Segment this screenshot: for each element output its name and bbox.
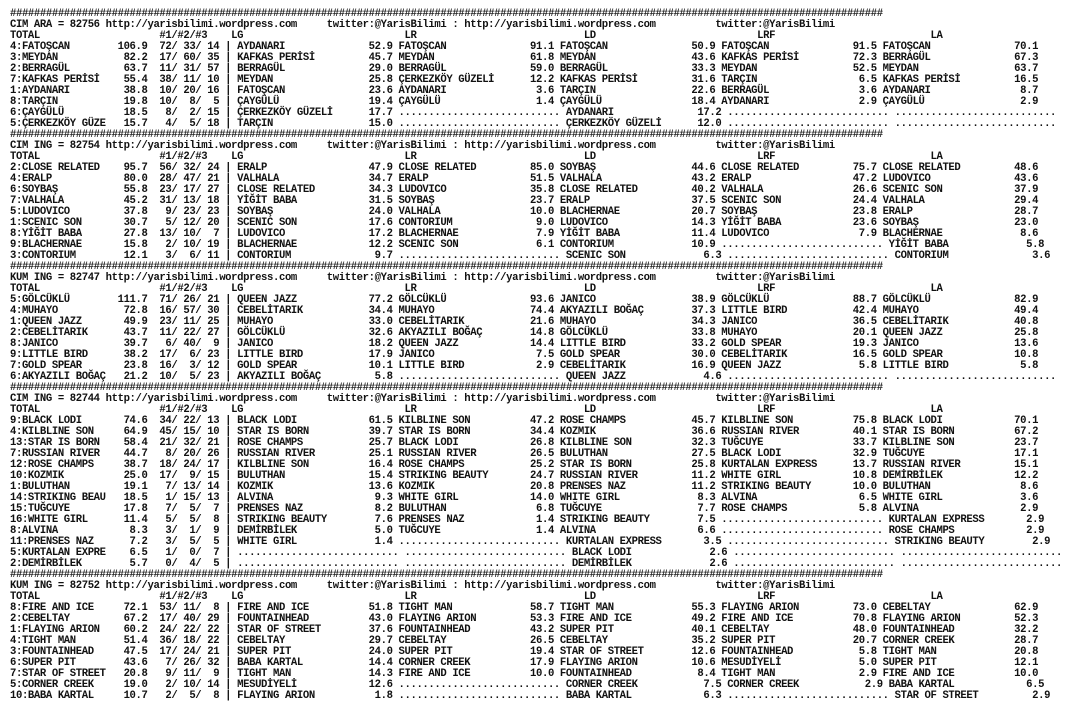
race-row: 9:BLACHERNAE 15.8 2/ 10/ 19 | BLACHERNAE 12.2 SCENIC SON 6.1 CONTORIUM 10.9 ........................... YİĞİT BABA 5.8: [10, 239, 1045, 251]
race-row: 4:FATOŞCAN 106.9 72/ 33/ 14 | AYDANARI 52.9 FATOŞCAN 91.1 FATOŞCAN 50.9 FATOŞCAN 91.5 FATOŞCAN 70.1: [10, 41, 1039, 53]
race-row: 1:FLAYING ARION 60.2 24/ 22/ 22 | STAR OF STREET 37.6 FOUNTAINHEAD 43.2 SUPER PIT 40.1 CEBELTAY 48.0 FOUNTAINHEAD 32.2: [10, 624, 1039, 636]
race-row: 10:KOZMIK 25.0 17/ 9/ 15 | BULUTHAN 15.4 STRIKING BEAUTY 24.7 RUSSIAN RIVER 11.2 WHITE GIRL 10.8 DEMİRBİLEK 12.2: [10, 470, 1039, 482]
separator-line: ##################################################################################################################################################: [10, 129, 883, 141]
separator-line: ##################################################################################################################################################: [10, 261, 883, 273]
race-row: 2:CLOSE RELATED 95.7 56/ 32/ 24 | ERALP 47.9 CLOSE RELATED 85.0 SOYBAŞ 44.6 CLOSE RELATED 75.7 CLOSE RELATED 48.6: [10, 162, 1039, 174]
race-row: 2:CEBELİTARIK 43.7 11/ 22/ 27 | GÖLCÜKLÜ 32.6 AKYAZILI BOĞAÇ 14.8 GÖLCÜKLÜ 33.8 MUHAYO 20.1 QUEEN JAZZ 25.8: [10, 327, 1039, 339]
separator-line: ##################################################################################################################################################: [10, 8, 883, 20]
race-row: 7:KAFKAS PERİSİ 55.4 38/ 11/ 10 | MEYDAN 25.8 ÇERKEZKÖY GÜZELİ 12.2 KAFKAS PERİSİ 31.6 TARÇIN 6.5 KAFKAS PERİSİ 16.5: [10, 74, 1039, 86]
race-row: 8:JANICO 39.7 6/ 40/ 9 | JANICO 18.2 QUEEN JAZZ 14.4 LITTLE BIRD 33.2 GOLD SPEAR 19.3 JANICO 13.6: [10, 338, 1039, 350]
race-row: 5:LUDOVICO 37.8 9/ 23/ 23 | SOYBAŞ 24.0 VALHALA 10.0 BLACHERNAE 20.7 SOYBAŞ 23.8 ERALP 28.7: [10, 206, 1039, 218]
race-row: 4:ERALP 80.0 28/ 47/ 21 | VALHALA 34.7 ERALP 51.5 VALHALA 43.2 ERALP 47.2 LUDOVICO 43.6: [10, 173, 1039, 185]
race-row: 9:BLACK LODI 74.6 34/ 22/ 13 | BLACK LODI 61.5 KILBLINE SON 47.2 ROSE CHAMPS 45.7 KILBLINE SON 75.8 BLACK LODI 70.1: [10, 415, 1039, 427]
race-row: 12:ROSE CHAMPS 38.7 18/ 24/ 17 | KILBLINE SON 16.4 ROSE CHAMPS 25.2 STAR IS BORN 25.8 KURTALAN EXPRESS 13.7 RUSSIAN RIVER 15.1: [10, 459, 1039, 471]
race-row: 8:TARÇIN 19.8 10/ 8/ 5 | ÇAYGÜLÜ 19.4 ÇAYGÜLÜ 1.4 ÇAYGÜLÜ 18.4 AYDANARI 2.9 ÇAYGÜLÜ 2.9: [10, 96, 1039, 108]
race-row: 1:BULUTHAN 19.1 7/ 13/ 14 | KOZMIK 13.6 KOZMIK 20.8 PRENSES NAZ 11.2 STRIKING BEAUTY 10.0 BULUTHAN 8.6: [10, 481, 1039, 493]
race-row: 7:VALHALA 45.2 31/ 13/ 18 | YİĞİT BABA 31.5 SOYBAŞ 23.7 ERALP 37.5 SCENIC SON 24.4 VALHALA 29.4: [10, 195, 1039, 207]
race-row: 4:TIGHT MAN 51.4 36/ 18/ 22 | CEBELTAY 29.7 CEBELTAY 26.5 CEBELTAY 35.2 SUPER PIT 20.7 CORNER CREEK 28.7: [10, 635, 1039, 647]
race-row: 3:FOUNTAINHEAD 47.5 17/ 24/ 21 | SUPER PIT 24.0 SUPER PIT 19.4 STAR OF STREET 12.6 FOUNTAINHEAD 5.8 TIGHT MAN 20.8: [10, 646, 1039, 658]
race-row: 4:KILBLINE SON 64.9 45/ 15/ 10 | STAR IS BORN 39.7 STAR IS BORN 34.4 KOZMIK 36.6 RUSSIAN RIVER 40.1 STAR IS BORN 67.2: [10, 426, 1039, 438]
race-row: 5:ÇERKEZKÖY GÜZE 15.7 4/ 5/ 18 | TARÇIN 15.0 ........................... ÇERKEZKÖY GÜZELİ 12.0 ........................... ...........................: [10, 118, 1057, 130]
race-row: 8:FIRE AND ICE 72.1 53/ 11/ 8 | FIRE AND ICE 51.8 TIGHT MAN 58.7 TIGHT MAN 55.3 FLAYING ARION 73.0 CEBELTAY 62.9: [10, 602, 1039, 614]
column-header-row: TOTAL #1/#2/#3 LG LR LD LRF LA: [10, 30, 943, 42]
race-row: 11:PRENSES NAZ 7.2 3/ 5/ 5 | WHITE GIRL 1.4 ........................... KURTALAN EXPRESS 3.5 ........................... STRIKING BEAUTY 2.9: [10, 536, 1051, 548]
race-row: 6:SOYBAŞ 55.8 23/ 17/ 27 | CLOSE RELATED 34.3 LUDOVICO 35.8 CLOSE RELATED 40.2 VALHALA 26.6 SCENIC SON 37.9: [10, 184, 1039, 196]
race-header: KUM ING = 82752 http://yarisbilimi.wordpress.com twitter:@YarisBilimi : http://yarisbilimi.wordpress.com twitter:@YarisBilimi: [10, 580, 835, 592]
race-row: 14:STRIKING BEAU 18.5 1/ 15/ 13 | ALVINA 9.3 WHITE GIRL 14.0 WHITE GIRL 8.3 ALVINA 6.5 WHITE GIRL 3.6: [10, 492, 1039, 504]
race-row: 5:KURTALAN EXPRE 6.5 1/ 0/ 7 | ........................... ........................... BLACK LODI 2.6 ........................... ...........................: [10, 547, 1063, 559]
race-row: 2:DEMİRBİLEK 5.7 0/ 4/ 5 | ........................... ........................... DEMİRBİLEK 2.6 ........................... ...........................: [10, 558, 1063, 570]
race-row: 15:TUĞCUYE 17.8 7/ 5/ 7 | PRENSES NAZ 8.2 BULUTHAN 6.8 TUĞCUYE 7.7 ROSE CHAMPS 5.8 ALVINA 2.9: [10, 503, 1039, 515]
race-row: 6:SUPER PIT 43.6 7/ 26/ 32 | BABA KARTAL 14.4 CORNER CREEK 17.9 FLAYING ARION 10.6 MESUDİYELİ 5.0 SUPER PIT 12.1: [10, 657, 1039, 669]
race-row: 6:ÇAYGÜLÜ 18.5 8/ 2/ 15 | ÇERKEZKÖY GÜZELİ 17.7 ........................... AYDANARI 17.2 ........................... ...........................: [10, 107, 1057, 119]
race-row: 16:WHITE GIRL 11.4 5/ 5/ 8 | STRIKING BEAUTY 7.6 PRENSES NAZ 1.4 STRIKING BEAUTY 7.5 ........................... KURTALAN EXPRESS 2.9: [10, 514, 1045, 526]
race-row: 3:CONTORIUM 12.1 3/ 6/ 11 | CONTORIUM 9.7 ........................... SCENIC SON 6.3 ........................... CONTORIUM 3.6: [10, 250, 1051, 262]
column-header-row: TOTAL #1/#2/#3 LG LR LD LRF LA: [10, 283, 943, 295]
race-row: 6:AKYAZILI BOĞAÇ 21.2 10/ 5/ 23 | AKYAZILI BOĞAÇ 5.8 ........................... QUEEN JAZZ 4.6 ........................... ...........................: [10, 371, 1057, 383]
race-row: 1:QUEEN JAZZ 49.9 23/ 11/ 25 | MUHAYO 33.0 CEBELİTARIK 21.6 MUHAYO 34.3 JANICO 36.5 CEBELİTARIK 40.8: [10, 316, 1039, 328]
race-header: CIM ARA = 82756 http://yarisbilimi.wordpress.com twitter:@YarisBilimi : http://yarisbilimi.wordpress.com twitter:@YarisBilimi: [10, 19, 835, 31]
race-row: 13:STAR IS BORN 58.4 21/ 32/ 21 | ROSE CHAMPS 25.7 BLACK LODI 26.8 KILBLINE SON 32.3 TUĞCUYE 33.7 KILBLINE SON 23.7: [10, 437, 1039, 449]
column-header-row: TOTAL #1/#2/#3 LG LR LD LRF LA: [10, 591, 943, 603]
race-row: 7:RUSSIAN RIVER 44.7 8/ 20/ 26 | RUSSIAN RIVER 25.1 RUSSIAN RIVER 26.5 BULUTHAN 27.5 BLACK LODI 32.9 TUĞCUYE 17.1: [10, 448, 1039, 460]
race-row: 5:CORNER CREEK 19.0 2/ 10/ 14 | MESUDİYELİ 12.6 ........................... CORNER CREEK 7.5 CORNER CREEK 2.9 BABA KARTAL 6.5: [10, 679, 1045, 691]
race-header: CIM ING = 82744 http://yarisbilimi.wordpress.com twitter:@YarisBilimi : http://yarisbilimi.wordpress.com twitter:@YarisBilimi: [10, 393, 835, 405]
race-row: 4:MUHAYO 72.8 16/ 57/ 30 | CEBELİTARIK 34.4 MUHAYO 74.4 AKYAZILI BOĞAÇ 37.3 LITTLE BIRD 42.4 MUHAYO 49.4: [10, 305, 1039, 317]
race-row: 8:YİĞİT BABA 27.8 13/ 10/ 7 | LUDOVICO 17.2 BLACHERNAE 7.9 YİĞİT BABA 11.4 LUDOVICO 7.9 BLACHERNAE 8.6: [10, 228, 1039, 240]
race-row: 1:AYDANARI 38.8 10/ 20/ 16 | FATOŞCAN 23.6 AYDANARI 3.6 TARÇIN 22.6 BERRAGÜL 3.6 AYDANARI 8.7: [10, 85, 1039, 97]
race-row: 1:SCENIC SON 30.7 5/ 12/ 20 | SCENIC SON 17.6 CONTORIUM 9.0 LUDOVICO 14.3 YİĞİT BABA 23.6 SOYBAŞ 23.0: [10, 217, 1039, 229]
race-header: CIM ING = 82754 http://yarisbilimi.wordpress.com twitter:@YarisBilimi : http://yarisbilimi.wordpress.com twitter:@YarisBilimi: [10, 140, 835, 152]
separator-line: ##################################################################################################################################################: [10, 569, 883, 581]
race-row: 8:ALVINA 8.3 3/ 1/ 9 | DEMİRBİLEK 5.0 TUĞCUYE 1.4 ALVINA 6.6 ........................... ROSE CHAMPS 2.9: [10, 525, 1045, 537]
race-row: 5:GÖLCÜKLÜ 111.7 71/ 26/ 21 | QUEEN JAZZ 77.2 GÖLCÜKLÜ 93.6 JANICO 38.9 GÖLCÜKLÜ 88.7 GÖLCÜKLÜ 82.9: [10, 294, 1039, 306]
race-row: 7:GOLD SPEAR 23.8 16/ 3/ 12 | GOLD SPEAR 10.1 LITTLE BIRD 2.9 CEBELİTARIK 16.9 QUEEN JAZZ 5.8 LITTLE BIRD 5.8: [10, 360, 1039, 372]
separator-line: ##################################################################################################################################################: [10, 382, 883, 394]
race-row: 3:MEYDAN 82.2 17/ 60/ 35 | KAFKAS PERİSİ 45.7 MEYDAN 61.8 MEYDAN 43.6 KAFKAS PERİSİ 72.3 BERRAGÜL 67.3: [10, 52, 1039, 64]
race-row: 2:CEBELTAY 67.2 17/ 40/ 29 | FOUNTAINHEAD 43.0 FLAYING ARION 53.3 FIRE AND ICE 49.2 FIRE AND ICE 70.8 FLAYING ARION 52.3: [10, 613, 1039, 625]
column-header-row: TOTAL #1/#2/#3 LG LR LD LRF LA: [10, 404, 943, 416]
race-statistics-sheet: [10, 9, 1062, 702]
column-header-row: TOTAL #1/#2/#3 LG LR LD LRF LA: [10, 151, 943, 163]
race-row: 10:BABA KARTAL 10.7 2/ 5/ 8 | FLAYING ARION 1.8 ........................... BABA KARTAL 6.3 ........................... STAR OF STREET 2.9: [10, 690, 1051, 702]
race-row: 2:BERRAGÜL 63.7 11/ 31/ 57 | BERRAGÜL 29.0 BERRAGÜL 59.0 BERRAGÜL 33.3 MEYDAN 52.5 MEYDAN 63.7: [10, 63, 1039, 75]
race-header: KUM ING = 82747 http://yarisbilimi.wordpress.com twitter:@YarisBilimi : http://yarisbilimi.wordpress.com twitter:@YarisBilimi: [10, 272, 835, 284]
race-row: 9:LITTLE BIRD 38.2 17/ 6/ 23 | LITTLE BIRD 17.9 JANICO 7.5 GOLD SPEAR 30.0 CEBELİTARIK 16.5 GOLD SPEAR 10.8: [10, 349, 1039, 361]
race-row: 7:STAR OF STREET 20.8 9/ 11/ 9 | TIGHT MAN 14.3 FIRE AND ICE 10.0 FOUNTAINHEAD 8.4 TIGHT MAN 2.9 FIRE AND ICE 10.0: [10, 668, 1039, 680]
